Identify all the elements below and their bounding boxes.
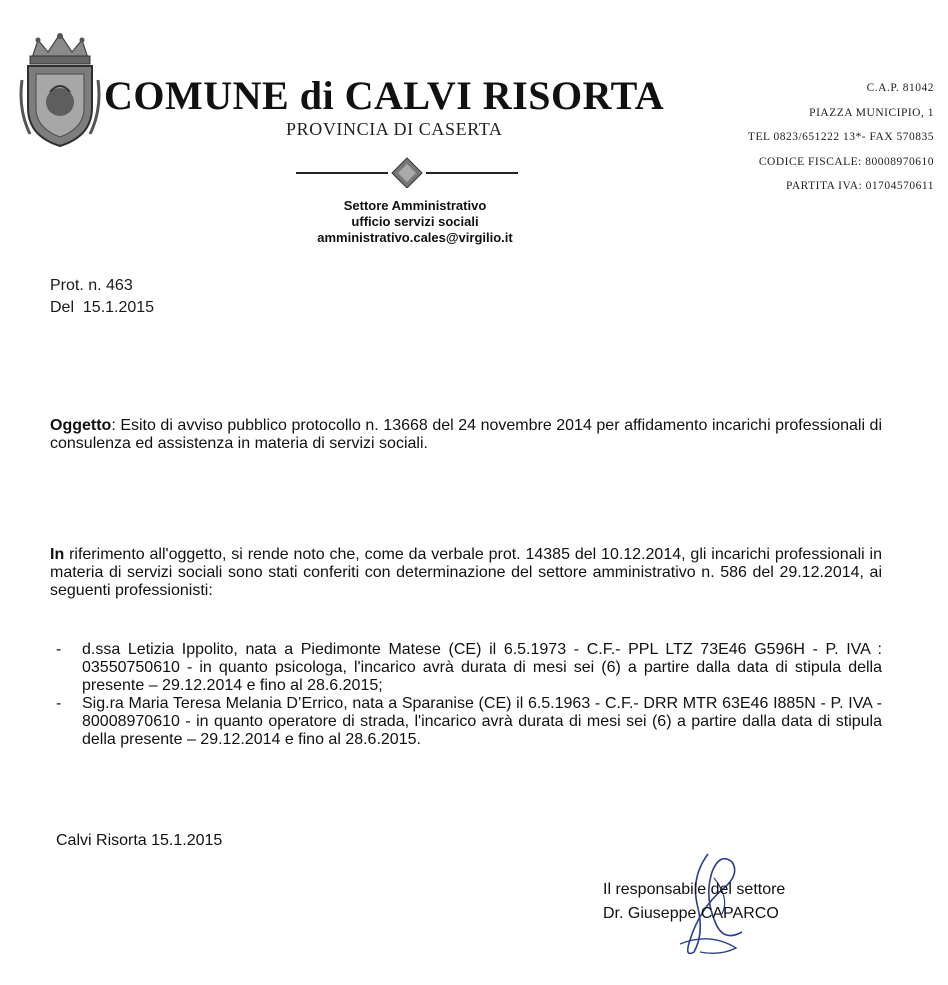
appointee-list bbox=[50, 641, 882, 749]
vat-number: PARTITA IVA: 01704570611 bbox=[786, 180, 934, 193]
office-email: amministrativo.cales@virgilio.it bbox=[317, 230, 513, 245]
protocol-block bbox=[50, 275, 154, 319]
list-item: - d.ssa Letizia Ippolito, nata a Piedimonte Matese (CE) il 6.5.1973 - C.F.- PPL LTZ 73E46 G596H - P. IVA : 03550750610 - in quanto psicologa, l'incarico avrà durata di mesi sei (6) a partire dalla data di stipula della presente – 29.12.2014 e fino al 28.6.2015; bbox=[50, 641, 882, 695]
office-sector: Settore Amministrativo bbox=[343, 198, 487, 213]
fiscal-code: CODICE FISCALE: 80008970610 bbox=[758, 155, 934, 168]
signer-name: Dr. Giuseppe CAPARCO bbox=[603, 905, 779, 922]
protocol-date: Del 15.1.2015 bbox=[50, 299, 155, 316]
place-date: Calvi Risorta 15.1.2015 bbox=[56, 832, 223, 849]
ornamental-divider bbox=[296, 154, 518, 188]
office-unit: ufficio servizi sociali bbox=[351, 214, 479, 229]
signature-block bbox=[603, 878, 785, 926]
subject-label: Oggetto bbox=[50, 417, 112, 434]
subject-text: : Esito di avviso pubblico protocollo n. 13668 del 24 novembre 2014 per affidamento incarichi professionali di consulenza ed assistenza in materia di servizi sociali. bbox=[50, 417, 882, 452]
list-item: - Sig.ra Maria Teresa Melania D’Errico, nata a Sparanise (CE) il 6.5.1963 - C.F.- DRR MTR 63E46 I885N - P. IVA - 80008970610 - in quanto operatore di strada, l'incarico avrà durata di mesi sei (6) a partire dalla data di stipula della presente – 29.12.2014 e fino al 28.6.2015. bbox=[50, 695, 882, 749]
province-name: PROVINCIA DI CASERTA bbox=[286, 119, 503, 139]
phone-fax: TEL 0823/651222 13*- FAX 570835 bbox=[747, 131, 934, 144]
body-paragraph bbox=[50, 546, 882, 600]
body-text: riferimento all'oggetto, si rende noto che, come da verbale prot. 14385 del 10.12.2014, gli incarichi professionali in materia di servizi sociali sono stati conferiti con determinazione del settore amministrativo n. 586 del 29.12.2014, ai seguenti professionisti: bbox=[50, 546, 882, 599]
office-block bbox=[290, 198, 540, 246]
protocol-number: Prot. n. 463 bbox=[50, 277, 133, 294]
postal-code: C.A.P. 81042 bbox=[866, 82, 934, 94]
signer-role: Il responsabile del settore bbox=[603, 881, 786, 898]
contact-info bbox=[748, 76, 934, 199]
municipality-name: COMUNE di CALVI RISORTA bbox=[104, 73, 665, 118]
subject-paragraph bbox=[50, 417, 882, 453]
body-lead-word: In bbox=[50, 546, 65, 563]
address: PIAZZA MUNICIPIO, 1 bbox=[809, 106, 934, 119]
municipal-crest-icon bbox=[18, 30, 102, 150]
